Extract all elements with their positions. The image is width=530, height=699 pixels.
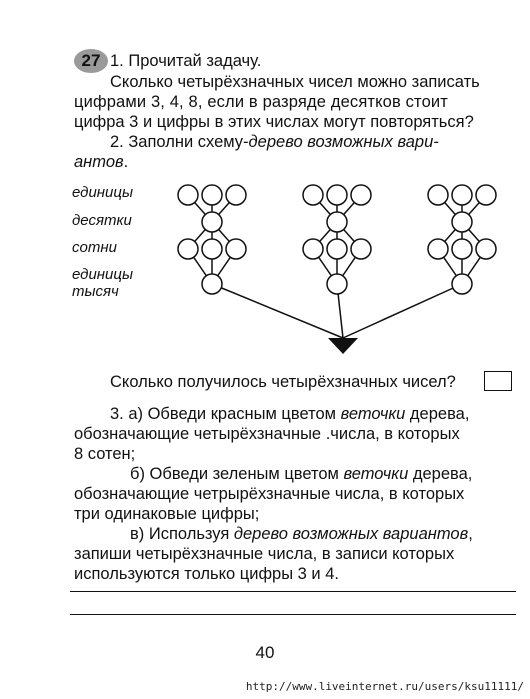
part2-italic-2: антов (74, 153, 124, 171)
tree-node-units[interactable] (178, 185, 198, 205)
part3-a-pre: 3. а) Обведи красным цветом (110, 405, 341, 423)
part1-heading: 1. Прочитай задачу. (110, 52, 262, 70)
task-number-badge: 27 (74, 49, 108, 73)
answer-line-1[interactable] (70, 591, 516, 592)
tree-edge-root (212, 284, 343, 338)
part3-b-line-3: три одинаковые цифры; (74, 505, 260, 523)
part3-b-italic: веточки (343, 465, 409, 483)
tree-node-hundreds[interactable] (428, 239, 448, 259)
part2-prefix: 2. Заполни схему- (110, 133, 249, 151)
part3-c-pre: в) Используя (130, 525, 234, 543)
tree-node-hundreds[interactable] (178, 239, 198, 259)
tree-node-thousands[interactable] (452, 274, 472, 294)
part3-c-line-2: запиши четырёхзначные числа, в записи которых (74, 545, 455, 563)
answer-box[interactable] (484, 371, 512, 391)
level-label-thousands-1: единицы (72, 266, 134, 283)
part3-a-italic: веточки (340, 405, 406, 423)
tree-node-hundreds[interactable] (351, 239, 371, 259)
tree-node-thousands[interactable] (327, 274, 347, 294)
level-label-thousands-2: тысяч (72, 283, 119, 300)
footer-url: http://www.liveinternet.ru/users/ksu11111/ (245, 680, 524, 693)
tree-edge-root (343, 284, 462, 338)
tree-node-units[interactable] (303, 185, 323, 205)
tree-node-units[interactable] (476, 185, 496, 205)
tree-node-units[interactable] (226, 185, 246, 205)
tree-node-hundreds[interactable] (476, 239, 496, 259)
level-label-units: единицы (72, 184, 134, 201)
tree-node-units[interactable] (351, 185, 371, 205)
tree-node-hundreds[interactable] (202, 239, 222, 259)
part2-end: . (123, 153, 129, 171)
tree-node-units[interactable] (452, 185, 472, 205)
part3-c-post: , (468, 525, 473, 543)
part3-b-pre: б) Обведи зеленым цветом (130, 465, 344, 483)
answer-line-2[interactable] (70, 614, 516, 615)
part3-a-line-1 (110, 404, 469, 424)
tree-node-units[interactable] (428, 185, 448, 205)
part3-c-line-3: используются только цифры 3 и 4. (74, 565, 339, 583)
question-count: Сколько получилось четырёхзначных чисел? (110, 373, 456, 391)
tree-node-units[interactable] (202, 185, 222, 205)
page-number: 40 (255, 643, 275, 662)
part3-a-line-3: 8 сотен; (74, 445, 136, 463)
tree-node-tens[interactable] (202, 212, 222, 232)
tree-node-tens[interactable] (452, 212, 472, 232)
tree-node-thousands[interactable] (202, 274, 222, 294)
part2-italic-1: дерево возможных вари- (248, 133, 439, 151)
tree-node-hundreds[interactable] (226, 239, 246, 259)
tree-node-tens[interactable] (327, 212, 347, 232)
part3-a-line-2: обозначающие четырёхзначные .числа, в которых (74, 425, 460, 443)
level-label-tens: десятки (72, 212, 132, 229)
tree-root-marker (328, 338, 358, 354)
part3-a-post: дерева, (405, 405, 470, 423)
part3-c-line-1 (130, 524, 473, 544)
tree-node-hundreds[interactable] (303, 239, 323, 259)
part3-c-italic: дерево возможных вариантов (233, 525, 469, 543)
problem-line-2: цифрами 3, 4, 8, если в разряде десятков стоит (74, 93, 448, 111)
tree-node-hundreds[interactable] (327, 239, 347, 259)
part3-b-line-2: обозначающие четрырёхзначные числа, в которых (74, 485, 465, 503)
problem-line-3: цифра 3 и цифры в этих числах могут повторяться? (74, 113, 474, 131)
part3-b-post: дерева, (408, 465, 473, 483)
problem-line-1: Сколько четырёхзначных чисел можно записать (110, 73, 480, 91)
tree-node-hundreds[interactable] (452, 239, 472, 259)
part3-b-line-1 (130, 464, 472, 484)
level-label-hundreds: сотни (72, 239, 117, 256)
tree-node-units[interactable] (327, 185, 347, 205)
